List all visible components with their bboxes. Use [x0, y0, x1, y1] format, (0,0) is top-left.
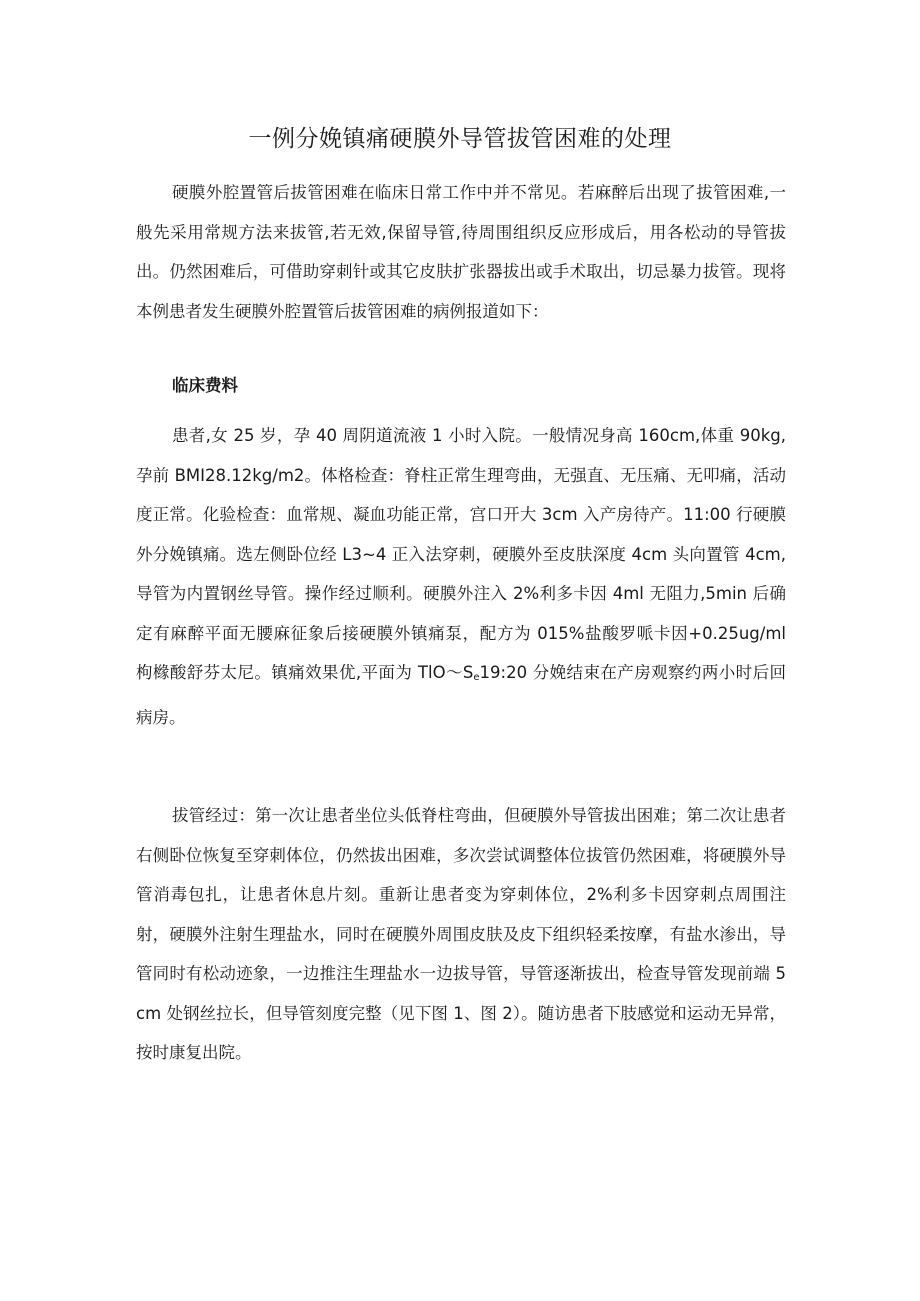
case-subscript: e: [473, 672, 480, 683]
document-title: 一例分娩镇痛硬膜外导管拔管困难的处理: [248, 126, 672, 152]
section-heading: 临床费料: [172, 376, 238, 395]
case-text-before-subscript: 患者,女 25 岁，孕 40 周阴道流液 1 小时入院。一般情况身高 160cm,体重 90kg,孕前 BMI28.12kg/m2。体格检查：脊柱正常生理弯曲，无强直、无压痛、无叩痛，活动度正常。化验检查：血常规、凝血功能正常，宫口开大 3cm 入产房待产。11:00 行硬膜外分娩镇痛。选左侧卧位经 L3~4 正入法穿刺，硬膜外至皮肤深度 4cm 头向置管 4cm,导管为内置钢丝导管。操作经过顺利。硬膜外注入 2%利多卡因 4ml 无阻力,5min 后确定有麻醉平面无腰麻征象后接硬膜外镇痛泵，配方为 015%盐酸罗哌卡因+0.25ug/ml 枸橼酸舒芬太尼。镇痛效果优,平面为 TlO〜S: [136, 426, 786, 682]
intro-paragraph: 硬膜外腔置管后拔管困难在临床日常工作中并不常见。若麻醉后出现了拔管困难,一般先采用常规方法来拔管,若无效,保留导管,待周围组织反应形成后，用各松动的导管拔出。仍然困难后，可借助穿刺针或其它皮肤扩张器拔出或手术取出，切忌暴力拔管。现将本例患者发生硬膜外腔置管后拔管困难的病例报道如下：: [136, 183, 786, 321]
extubation-paragraph: 拔管经过：第一次让患者坐位头低脊柱弯曲，但硬膜外导管拔出困难；第二次让患者右侧卧位恢复至穿刺体位，仍然拔出困难，多次尝试调整体位拔管仍然困难，将硬膜外导管消毒包扎，让患者休息片刻。重新让患者变为穿刺体位，2%利多卡因穿刺点周围注射，硬膜外注射生理盐水，同时在硬膜外周围皮肤及皮下组织轻柔按摩，有盐水渗出，导管同时有松动迹象，一边推注生理盐水一边拔导管，导管逐渐拔出，检查导管发现前端 5cm 处钢丝拉长，但导管刻度完整（见下图 1、图 2）。随访患者下肢感觉和运动无异常，按时康复出院。: [136, 806, 787, 1062]
case-paragraph: [136, 416, 786, 737]
case-text-after-subscript: 19:20 分娩结束在产房观察约两小时后回病房。: [136, 663, 786, 727]
